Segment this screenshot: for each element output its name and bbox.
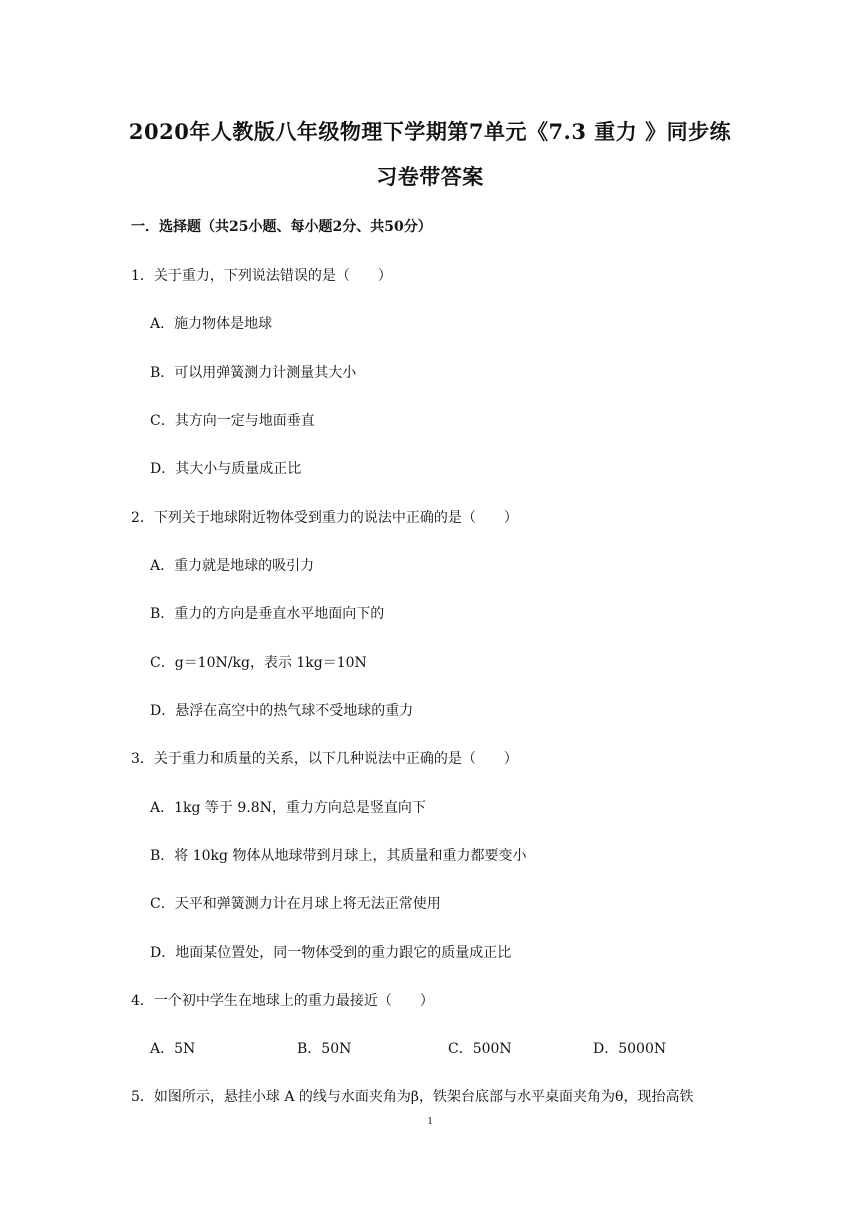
document-title-line-2: 习卷带答案: [376, 164, 484, 189]
question-1-stem: 1．关于重力，下列说法错误的是（ ）: [131, 268, 392, 284]
question-2-option-d: D．悬浮在高空中的热气球不受地球的重力: [150, 703, 414, 719]
question-4-options: [0, 1038, 860, 1058]
document-title-line-1: 2020年人教版八年级物理下学期第7单元《7.3 重力 》同步练: [128, 119, 732, 144]
question-1-option-b: B．可以用弹簧测力计测量其大小: [150, 365, 357, 381]
question-3-option-b: B．将 10kg 物体从地球带到月球上，其质量和重力都要变小: [150, 848, 527, 864]
question-1-option-d: D．其大小与质量成正比: [150, 461, 302, 477]
question-2-option-a: A．重力就是地球的吸引力: [150, 558, 315, 574]
section-heading: 一．选择题（共25小题、每小题2分、共50分）: [131, 219, 432, 235]
question-4-stem: 4．一个初中学生在地球上的重力最接近（ ）: [131, 993, 434, 1009]
question-1-option-c: C．其方向一定与地面垂直: [150, 413, 315, 429]
question-3-option-c: C．天平和弹簧测力计在月球上将无法正常使用: [150, 896, 441, 912]
question-4-option-c: C．500N: [448, 1041, 512, 1057]
question-4-option-b: B．50N: [297, 1041, 352, 1057]
question-2-stem: 2．下列关于地球附近物体受到重力的说法中正确的是（ ）: [131, 510, 518, 526]
page-number: 1: [427, 1115, 433, 1127]
question-3-option-d: D．地面某位置处，同一物体受到的重力跟它的质量成正比: [150, 945, 512, 961]
question-2-option-b: B．重力的方向是垂直水平地面向下的: [150, 606, 385, 622]
question-3-option-a: A．1kg 等于 9.8N，重力方向总是竖直向下: [150, 800, 426, 816]
question-4-option-d: D．5000N: [593, 1041, 667, 1057]
question-1-option-a: A．施力物体是地球: [150, 316, 273, 332]
question-5-stem: 5．如图所示，悬挂小球 A 的线与水面夹角为β，铁架台底部与水平桌面夹角为θ，现抬高铁: [131, 1089, 694, 1105]
question-4-option-a: A．5N: [150, 1041, 196, 1057]
question-2-option-c: C．g＝10N/kg，表示 1kg＝10N: [150, 655, 367, 671]
question-3-stem: 3．关于重力和质量的关系，以下几种说法中正确的是（ ）: [131, 751, 518, 767]
